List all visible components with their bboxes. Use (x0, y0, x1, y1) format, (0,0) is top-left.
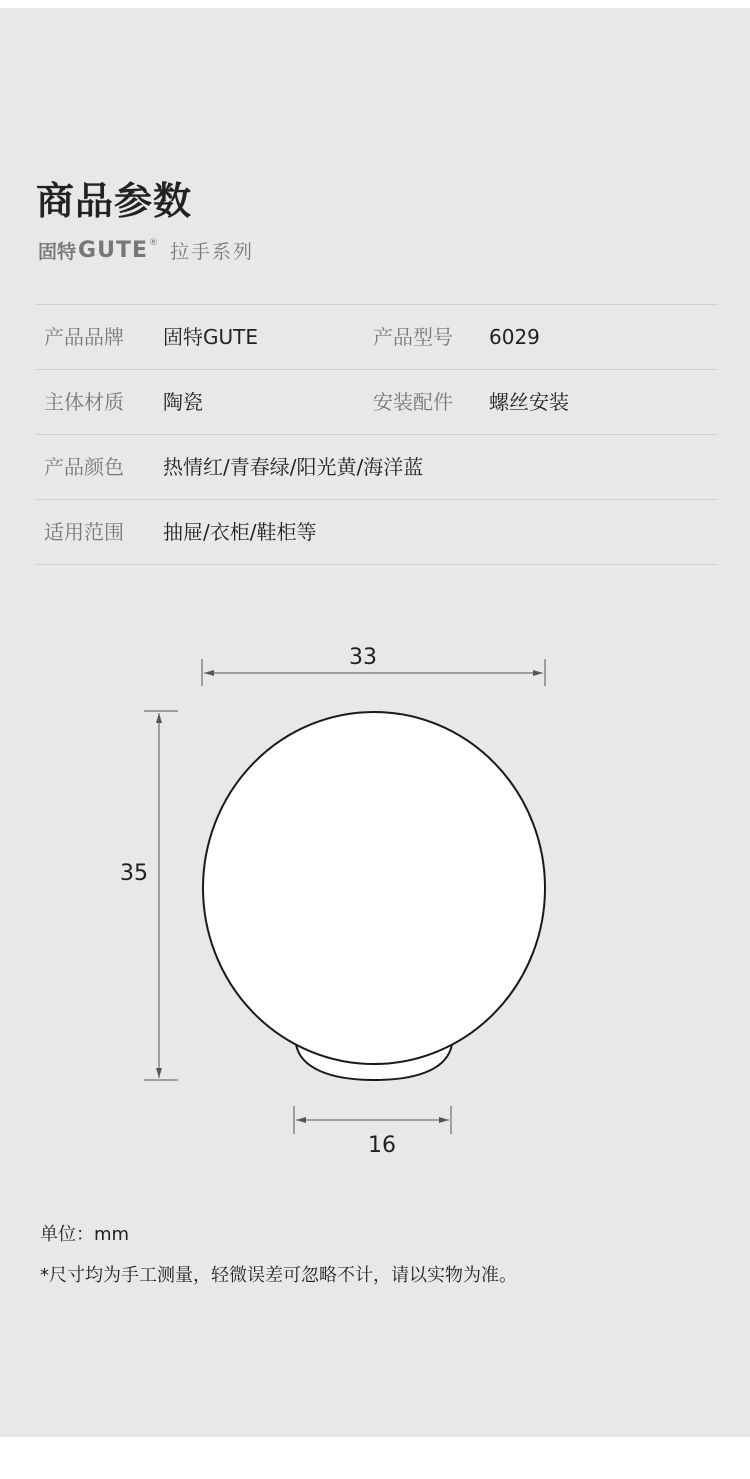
disclaimer-note: *尺寸均为手工测量，轻微误差可忽略不计，请以实物为准。 (40, 1265, 517, 1286)
param-label: 适用范围 (44, 520, 124, 544)
brand-name-en: GUTE (78, 237, 148, 263)
param-value: 6029 (489, 325, 540, 349)
unit-note: 单位：mm (40, 1224, 130, 1245)
base-dimension (294, 1106, 451, 1134)
param-label: 产品品牌 (44, 325, 124, 349)
param-value: 陶瓷 (163, 390, 203, 414)
height-label: 35 (120, 861, 148, 886)
param-value: 热情红/青春绿/阳光黄/海洋蓝 (163, 455, 424, 479)
page-title: 商品参数 (36, 179, 193, 223)
param-label: 主体材质 (44, 390, 124, 414)
param-label: 产品颜色 (44, 455, 124, 479)
base-label: 16 (368, 1133, 396, 1158)
param-label: 安装配件 (373, 390, 453, 414)
registered-mark: ® (148, 238, 158, 248)
param-value: 螺丝安装 (489, 390, 569, 414)
brand-name-cn: 固特 (38, 240, 77, 263)
param-label: 产品型号 (373, 325, 453, 349)
param-value: 固特GUTE (163, 325, 258, 349)
param-value: 抽屉/衣柜/鞋柜等 (163, 520, 317, 544)
knob-head (203, 712, 545, 1064)
brand-series: 拉手系列 (169, 240, 254, 263)
width-label: 33 (349, 645, 377, 670)
height-dimension (144, 711, 178, 1080)
